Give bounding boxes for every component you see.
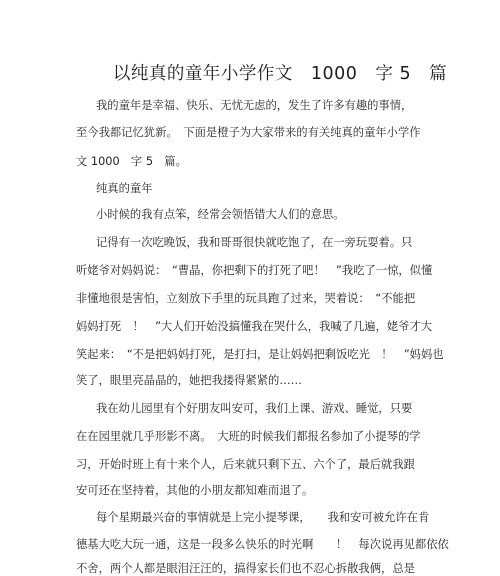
paragraph-line: 安可还在坚持着，其他的小朋友都知难而退了。 [76, 484, 314, 497]
paragraph-line: 非懂地很是害怕，立刻放下手里的玩具跑了过来，哭着说： “不能把 [76, 292, 416, 305]
paragraph-line: 在在园里就几乎形影不离。 大班的时候我们都报名参加了小提琴的学 [76, 430, 421, 443]
paragraph-line: 至今我都记忆犹新。 下面是橙子为大家带来的有关纯真的童年小学作 [76, 126, 421, 139]
paragraph-line: 小时候的我有点笨，经常会领悟错大人们的意思。 [96, 208, 345, 221]
paragraph-line: 习，开始时班上有十来个人，后来就只剩下五、六个了，最后就我跟 [76, 458, 415, 471]
paragraph-line: 文 1000 字 5 篇。 [76, 155, 187, 168]
paragraph-line: 妈妈打死 ！ ”大人们开始没搞懂我在哭什么，我喊了几遍，姥爷才大 [76, 320, 433, 333]
section-heading: 纯真的童年 [96, 182, 153, 195]
paragraph-line: 不舍，两个人都是眼泪汪汪的，搞得家长们也不忍心拆散我俩，总是 [76, 562, 415, 575]
paragraph-line: 德基大吃大玩一通，这是一段多么快乐的时光啊 ！ 每次说再见都依依 [76, 538, 449, 551]
paragraph-line: 我在幼儿园里有个好朋友叫安可，我们上课、游戏、睡觉，只要 [96, 402, 413, 415]
paragraph-line: 笑起来： “不是把妈妈打死，是打扫，是让妈妈把剩饭吃光 ！ ”妈妈也 [76, 348, 444, 361]
document-title: 以纯真的童年小学作文 1000 字 5 篇 [112, 64, 448, 84]
paragraph-line: 每个星期最兴奋的事情就是上完小提琴课， 我和安可被允许在肯 [96, 511, 430, 524]
paragraph-line: 记得有一次吃晚饭，我和哥哥很快就吃饱了，在一旁玩耍着。只 [96, 236, 413, 249]
paragraph-line: 我的童年是幸福、快乐、无忧无虑的，发生了许多有趣的事情， [96, 99, 413, 112]
paragraph-line: 听姥爷对妈妈说： “曹晶，你把剩下的打死了吧！ ”我吃了一惊，似懂 [76, 264, 433, 277]
paragraph-line: 笑了，眼里亮晶晶的，她把我搂得紧紧的…… [76, 374, 302, 387]
